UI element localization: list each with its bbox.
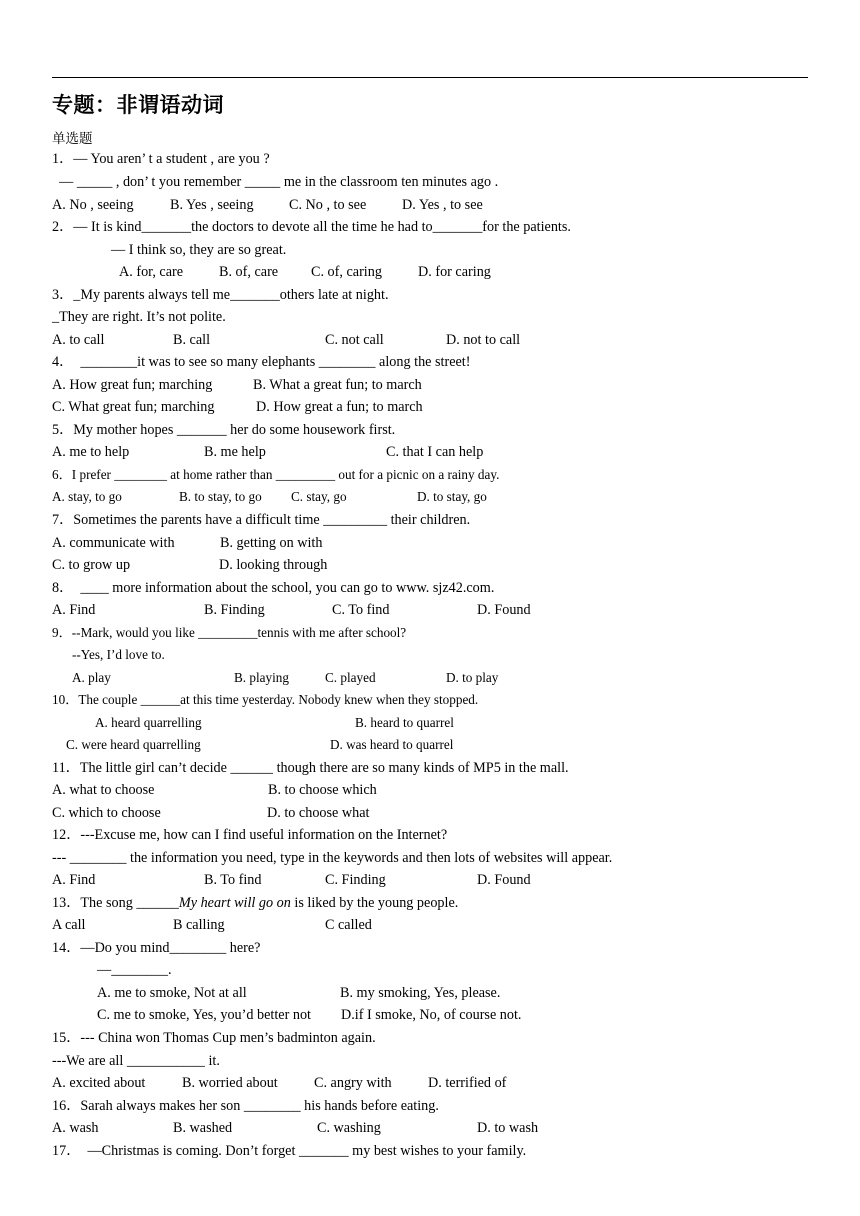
header-rule <box>52 77 808 78</box>
question-13 <box>52 894 458 912</box>
option-b: B. my smoking, Yes, please. <box>340 985 501 1001</box>
option-d: D. terrified of <box>428 1075 507 1091</box>
option-d: D. for caring <box>418 264 491 280</box>
option-c: C. of, caring <box>311 264 382 280</box>
question-5: 5．My mother hopes _______ her do some housework first. <box>52 422 396 438</box>
option-b: B. Yes , seeing <box>170 197 254 213</box>
option-a: A. Find <box>52 872 96 888</box>
question-14-reply: —________. <box>97 962 172 978</box>
option-c: C. angry with <box>314 1075 392 1091</box>
question-9: 9．--Mark, would you like _________tennis with me after school? <box>52 625 407 640</box>
option-a: A. play <box>72 670 111 685</box>
option-b: B. to choose which <box>268 782 377 798</box>
option-d: D. Yes , to see <box>402 197 483 213</box>
option-a: A. How great fun; marching <box>52 377 213 393</box>
question-3-reply: _They are right. It’s not polite. <box>52 309 226 325</box>
option-b: B. to stay, to go <box>179 489 262 504</box>
option-a: A. me to help <box>52 444 130 460</box>
question-8: 8． ____ more information about the school, you can go to www. sjz42.com. <box>52 580 495 596</box>
question-7: 7．Sometimes the parents have a difficult time _________ their children. <box>52 512 471 528</box>
question-4: 4． ________it was to see so many elephants ________ along the street! <box>52 354 471 370</box>
question-9-reply: --Yes, I’d love to. <box>72 647 165 662</box>
question-11: 11．The little girl can’t decide ______ though there are so many kinds of MP5 in the mall. <box>52 760 569 776</box>
option-b: B. Finding <box>204 602 265 618</box>
option-b: B. To find <box>204 872 262 888</box>
question-15: 15．--- China won Thomas Cup men’s badminton again. <box>52 1030 376 1046</box>
question-10: 10．The couple ______at this time yesterday. Nobody knew when they stopped. <box>52 692 479 707</box>
question-12: 12．---Excuse me, how can I find useful information on the Internet? <box>52 827 448 843</box>
question-14: 14．—Do you mind________ here? <box>52 940 261 956</box>
option-c: C. washing <box>317 1120 381 1136</box>
option-a: A. stay, to go <box>52 489 122 504</box>
question-12-reply: --- ________ the information you need, type in the keywords and then lots of websites will appear. <box>52 850 613 866</box>
option-c: C. that I can help <box>386 444 484 460</box>
question-16: 16．Sarah always makes her son ________ his hands before eating. <box>52 1098 439 1114</box>
question-13-text-end: is liked by the young people. <box>290 895 459 911</box>
option-c: C. No , to see <box>289 197 367 213</box>
option-d: D. to choose what <box>267 805 370 821</box>
question-15-reply: ---We are all ___________ it. <box>52 1053 220 1069</box>
option-b: B. washed <box>173 1120 233 1136</box>
question-2-reply: — I think so, they are so great. <box>111 242 287 258</box>
option-d: D. Found <box>477 872 531 888</box>
option-c: C. not call <box>325 332 384 348</box>
option-d: D.if I smoke, No, of course not. <box>341 1007 522 1023</box>
option-a: A. excited about <box>52 1075 146 1091</box>
option-a: A. Find <box>52 602 96 618</box>
option-d: D. to stay, go <box>417 489 487 504</box>
option-d: D. How great a fun; to march <box>256 399 423 415</box>
question-6: 6．I prefer ________ at home rather than _________ out for a picnic on a rainy day. <box>52 467 500 482</box>
option-c: C. were heard quarrelling <box>66 737 201 752</box>
option-b: B. me help <box>204 444 266 460</box>
option-c: C. What great fun; marching <box>52 399 215 415</box>
option-a: A. No , seeing <box>52 197 134 213</box>
option-d: D. not to call <box>446 332 521 348</box>
option-c: C. To find <box>332 602 390 618</box>
option-b: B. call <box>173 332 211 348</box>
question-1: 1．— You aren’ t a student , are you ? <box>52 151 270 167</box>
question-13-text: 13．The song ______ <box>52 895 179 911</box>
option-b: B. playing <box>234 670 289 685</box>
question-17: 17． —Christmas is coming. Don’t forget _______ my best wishes to your family. <box>52 1143 527 1159</box>
option-a: A. heard quarrelling <box>95 715 202 730</box>
option-b: B. What a great fun; to march <box>253 377 422 393</box>
question-2: 2．— It is kind_______the doctors to devote all the time he had to_______for the patients. <box>52 219 571 235</box>
song-title: My heart will go on <box>178 895 291 911</box>
option-c: C. me to smoke, Yes, you’d better not <box>97 1007 311 1023</box>
option-d: D. was heard to quarrel <box>330 737 454 752</box>
option-c: C. which to choose <box>52 805 161 821</box>
option-a: A. what to choose <box>52 782 155 798</box>
option-a: A. me to smoke, Not at all <box>97 985 247 1001</box>
option-c: C called <box>325 917 372 933</box>
option-a: A call <box>52 917 86 933</box>
option-c: C. played <box>325 670 376 685</box>
question-1-reply: — _____ , don’ t you remember _____ me in the classroom ten minutes ago . <box>52 174 499 190</box>
option-d: D. to play <box>446 670 499 685</box>
option-c: C. to grow up <box>52 557 131 573</box>
option-b: B. heard to quarrel <box>355 715 454 730</box>
option-b: B. of, care <box>219 264 279 280</box>
option-b: B. worried about <box>182 1075 278 1091</box>
option-a: A. wash <box>52 1120 99 1136</box>
option-a: A. for, care <box>119 264 184 280</box>
option-d: D. looking through <box>219 557 328 573</box>
page-title: 专题：非谓语动词 <box>52 93 224 117</box>
option-b: B calling <box>173 917 225 933</box>
option-a: A. communicate with <box>52 535 175 551</box>
option-a: A. to call <box>52 332 105 348</box>
question-3: 3．_My parents always tell me_______others late at night. <box>52 287 389 303</box>
section-heading: 单选题 <box>52 131 93 147</box>
option-c: C. stay, go <box>291 489 347 504</box>
option-b: B. getting on with <box>220 535 323 551</box>
option-d: D. Found <box>477 602 531 618</box>
option-d: D. to wash <box>477 1120 539 1136</box>
option-c: C. Finding <box>325 872 386 888</box>
